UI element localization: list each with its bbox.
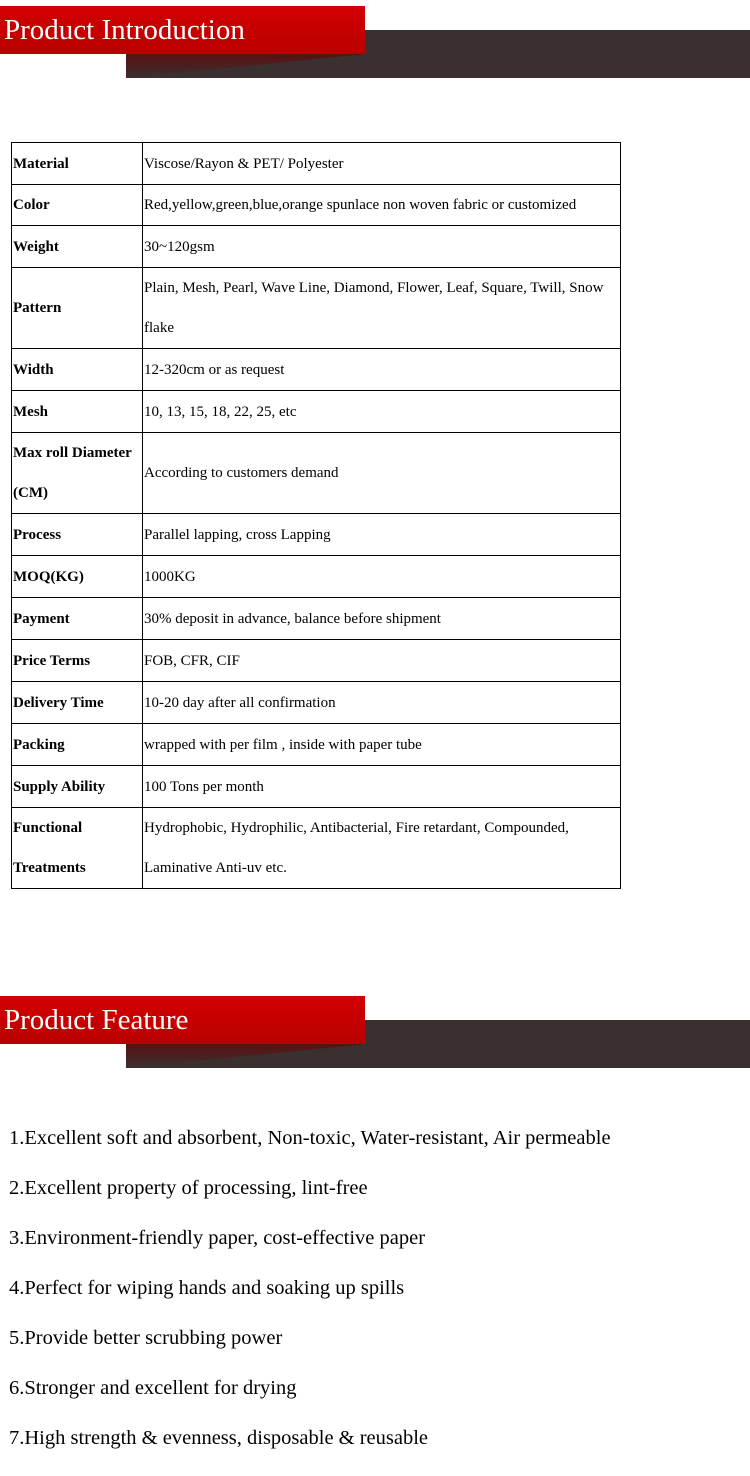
product-introduction-banner [0, 6, 750, 82]
spec-row-pattern [12, 268, 621, 349]
feature-item: 6.Stronger and excellent for drying [9, 1377, 297, 1399]
spec-row-weight [12, 226, 621, 268]
spec-value: wrapped with per film , inside with paper tube [143, 724, 621, 766]
spec-key: Process [12, 514, 143, 556]
spec-key: Weight [12, 226, 143, 268]
spec-row-mesh [12, 391, 621, 433]
spec-key: Payment [12, 598, 143, 640]
spec-key: Price Terms [12, 640, 143, 682]
spec-row-max-roll-diameter [12, 433, 621, 514]
feature-list [9, 1118, 749, 1468]
spec-value: Viscose/Rayon & PET/ Polyester [143, 143, 621, 185]
spec-value: Red,yellow,green,blue,orange spunlace non woven fabric or customized [143, 185, 621, 226]
spec-key: Pattern [12, 268, 143, 349]
spec-key: Packing [12, 724, 143, 766]
spec-key: Delivery Time [12, 682, 143, 724]
spec-value: 10, 13, 15, 18, 22, 25, etc [143, 391, 621, 433]
spec-key: MOQ(KG) [12, 556, 143, 598]
spec-value: 30% deposit in advance, balance before shipment [143, 598, 621, 640]
spec-value: Hydrophobic, Hydrophilic, Antibacterial, Fire retardant, Compounded, Laminative Anti-uv etc. [143, 808, 621, 889]
product-feature-banner [0, 996, 750, 1072]
spec-value: Plain, Mesh, Pearl, Wave Line, Diamond, Flower, Leaf, Square, Twill, Snow flake [143, 268, 621, 349]
spec-row-width [12, 349, 621, 391]
spec-value: FOB, CFR, CIF [143, 640, 621, 682]
spec-row-material [12, 143, 621, 185]
spec-row-supply-ability [12, 766, 621, 808]
spec-table [11, 142, 621, 889]
feature-item: 5.Provide better scrubbing power [9, 1327, 283, 1349]
spec-value: 30~120gsm [143, 226, 621, 268]
feature-item: 4.Perfect for wiping hands and soaking up spills [9, 1277, 405, 1299]
spec-value: 1000KG [143, 556, 621, 598]
spec-row-color [12, 185, 621, 226]
spec-key: Material [12, 143, 143, 185]
spec-row-functional-treatments [12, 808, 621, 889]
spec-key: Color [12, 185, 143, 226]
section-title: Product Introduction [4, 14, 245, 46]
spec-key: Max roll Diameter (CM) [12, 433, 143, 514]
spec-value: 100 Tons per month [143, 766, 621, 808]
spec-row-packing [12, 724, 621, 766]
section-title: Product Feature [4, 1004, 189, 1036]
spec-row-payment [12, 598, 621, 640]
spec-row-price-terms [12, 640, 621, 682]
spec-row-process [12, 514, 621, 556]
spec-row-moq [12, 556, 621, 598]
spec-row-delivery-time [12, 682, 621, 724]
feature-item: 2.Excellent property of processing, lint-free [9, 1177, 368, 1199]
spec-key: Mesh [12, 391, 143, 433]
spec-value: According to customers demand [143, 433, 621, 514]
feature-item: 1.Excellent soft and absorbent, Non-toxic, Water-resistant, Air permeable [9, 1127, 611, 1149]
spec-value: 12-320cm or as request [143, 349, 621, 391]
spec-key: Width [12, 349, 143, 391]
feature-item: 7.High strength & evenness, disposable & reusable [9, 1427, 429, 1449]
spec-key: Supply Ability [12, 766, 143, 808]
spec-value: 10-20 day after all confirmation [143, 682, 621, 724]
spec-value: Parallel lapping, cross Lapping [143, 514, 621, 556]
spec-key: Functional Treatments [12, 808, 143, 889]
feature-item: 3.Environment-friendly paper, cost-effective paper [9, 1227, 426, 1249]
